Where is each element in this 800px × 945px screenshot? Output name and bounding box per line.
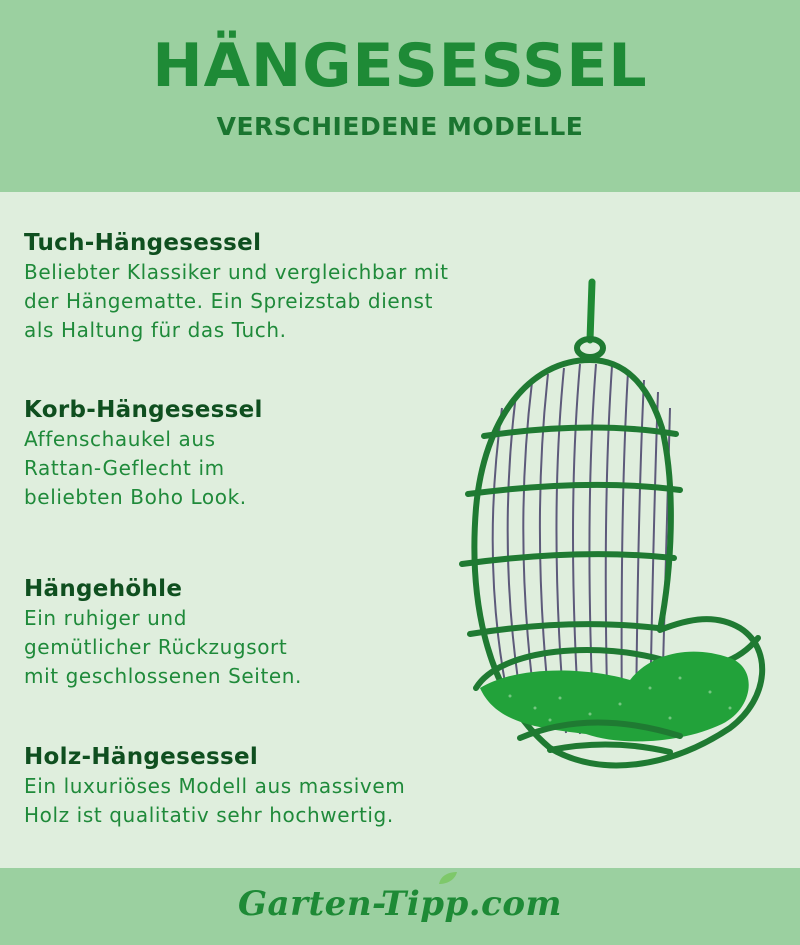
section-text-line: als Haltung für das Tuch.: [24, 318, 287, 342]
section-text-line: Ein luxuriöses Modell aus massivem: [24, 774, 406, 798]
section-heading: Hängehöhle: [24, 576, 183, 602]
page-title: HÄNGESESSEL: [152, 31, 648, 101]
section-text-line: der Hängematte. Ein Spreizstab dienst: [24, 289, 434, 313]
section-text-line: Ein ruhiger und: [24, 606, 187, 630]
footer-banner: [0, 868, 800, 945]
header-banner: [0, 0, 800, 192]
hanging-chair-illustration: [440, 268, 780, 788]
site-logo[interactable]: Garten-Tipp.com: [238, 884, 562, 924]
section-text-line: Rattan-Geflecht im: [24, 456, 225, 480]
section-text-line: gemütlicher Rückzugsort: [24, 635, 288, 659]
section-heading: Holz-Hängesessel: [24, 744, 259, 770]
section-text-line: beliebten Boho Look.: [24, 485, 247, 509]
section-heading: Tuch-Hängesessel: [24, 230, 262, 256]
section-text-line: Beliebter Klassiker und vergleichbar mit: [24, 260, 449, 284]
section-text-line: Affenschaukel aus: [24, 427, 216, 451]
section-text-line: mit geschlossenen Seiten.: [24, 664, 303, 688]
section-text-line: Holz ist qualitativ sehr hochwertig.: [24, 803, 394, 827]
section-heading: Korb-Hängesessel: [24, 397, 263, 423]
page-subtitle: VERSCHIEDENE MODELLE: [216, 112, 584, 141]
